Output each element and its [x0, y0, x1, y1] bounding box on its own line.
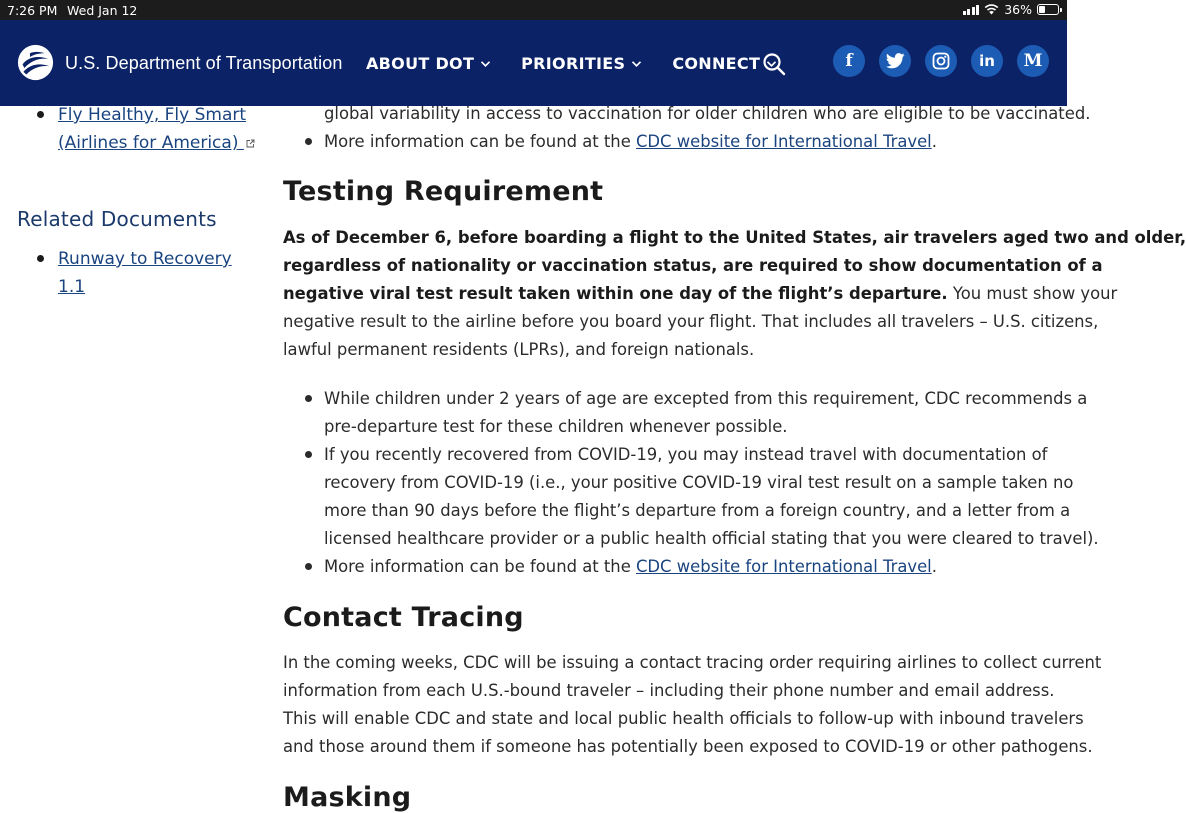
- nav-priorities-label: PRIORITIES: [521, 54, 626, 73]
- bold-text: As of December 6, before boarding a flight to the United States, air travelers aged two and older,: [283, 228, 1186, 247]
- bold-text: regardless of nationality or vaccination status, are required to show documentation of a: [283, 256, 1103, 275]
- signal-icon: [963, 4, 980, 15]
- list-item-continuation: more than 90 days before the flight’s departure from a foreign country, and a letter from a: [324, 501, 1071, 520]
- nav-priorities[interactable]: [521, 54, 642, 73]
- twitter-button[interactable]: [879, 45, 911, 77]
- main-nav: [366, 54, 807, 73]
- list-item: While children under 2 years of age are excepted from this requirement, CDC recommends a: [324, 389, 1088, 408]
- site-header: [0, 20, 1067, 106]
- testing-requirement-heading: Testing Requirement: [283, 176, 604, 207]
- list-bullet: [305, 395, 312, 402]
- list-item-suffix: .: [931, 557, 937, 576]
- cdc-international-travel-link[interactable]: CDC website for International Travel: [635, 557, 932, 576]
- instagram-button[interactable]: [925, 45, 957, 77]
- list-item: If you recently recovered from COVID-19, you may instead travel with documentation of: [324, 445, 1048, 464]
- list-item-continuation: pre-departure test for these children whenever possible.: [324, 417, 788, 436]
- facebook-button[interactable]: [833, 45, 865, 77]
- battery-percent: 36%: [1004, 2, 1032, 17]
- list-bullet: [305, 563, 312, 570]
- chevron-down-icon: [480, 60, 491, 68]
- testing-paragraph-line: [283, 280, 1117, 308]
- testing-paragraph-line: [283, 224, 1186, 252]
- sidebar-link-list: [58, 101, 278, 157]
- chevron-down-icon: [631, 60, 642, 68]
- list-item: [324, 128, 937, 156]
- linkedin-icon: in: [979, 52, 995, 70]
- sidebar-link-fly-healthy[interactable]: [58, 101, 278, 157]
- list-item: [324, 553, 937, 581]
- list-item-continuation: recovery from COVID-19 (i.e., your positive COVID-19 viral test result on a sample taken no: [324, 473, 1074, 492]
- list-item-text: More information can be found at the: [324, 557, 636, 576]
- instagram-icon: [932, 52, 950, 70]
- status-date: Wed Jan 12: [67, 3, 138, 18]
- nav-about-dot[interactable]: [366, 54, 491, 73]
- sidebar-link-line1: Fly Healthy, Fly Smart: [58, 105, 247, 125]
- medium-icon: M: [1023, 51, 1043, 71]
- wifi-icon: [984, 4, 999, 15]
- list-item-text: More information can be found at the: [324, 132, 636, 151]
- bold-text: negative viral test result taken within one day of the flight’s departure.: [283, 284, 948, 303]
- related-documents-heading: Related Documents: [17, 207, 217, 231]
- twitter-icon: [886, 53, 905, 69]
- body-text: global variability in access to vaccination for older children who are eligible to be vaccinated.: [324, 104, 1091, 123]
- medium-button[interactable]: [1017, 45, 1049, 77]
- list-bullet: [305, 138, 312, 145]
- contact-paragraph-line: and those around them if someone has potentially been exposed to COVID-19 or other pathogens.: [283, 737, 1093, 756]
- sidebar-link-line2: (Airlines for America): [58, 133, 239, 153]
- list-bullet: [37, 111, 44, 118]
- external-link-icon: [246, 139, 255, 148]
- list-item-suffix: .: [931, 132, 937, 151]
- cdc-international-travel-link[interactable]: CDC website for International Travel: [635, 132, 932, 151]
- battery-icon: [1037, 4, 1059, 15]
- dot-logo-icon[interactable]: [17, 44, 54, 81]
- status-bar: [0, 0, 1067, 20]
- linkedin-button[interactable]: [971, 45, 1003, 77]
- contact-paragraph-line: This will enable CDC and state and local public health officials to follow-up with inbound travelers: [283, 709, 1084, 728]
- masking-heading: Masking: [283, 782, 412, 813]
- site-name[interactable]: U.S. Department of Transportation: [65, 53, 343, 73]
- nav-connect-label: CONNECT: [672, 54, 761, 73]
- testing-paragraph-line: lawful permanent residents (LPRs), and foreign nationals.: [283, 340, 755, 359]
- list-bullet: [305, 451, 312, 458]
- facebook-icon: f: [845, 51, 853, 71]
- search-icon[interactable]: [761, 51, 787, 77]
- testing-paragraph-line: negative result to the airline before you board your flight. That includes all travelers – U.S. citizens,: [283, 312, 1099, 331]
- contact-tracing-heading: Contact Tracing: [283, 602, 524, 633]
- status-indicators: [963, 2, 1059, 17]
- list-bullet: [37, 255, 44, 262]
- status-time: 7:26 PM: [7, 3, 58, 18]
- contact-paragraph-line: In the coming weeks, CDC will be issuing a contact tracing order requiring airlines to collect current: [283, 653, 1102, 672]
- body-text: You must show your: [947, 284, 1118, 303]
- nav-about-dot-label: ABOUT DOT: [366, 54, 475, 73]
- sidebar-link-runway-to-recovery[interactable]: Runway to Recovery 1.1: [58, 249, 232, 297]
- contact-paragraph-line: information from each U.S.-bound traveler – including their phone number and email address.: [283, 681, 1055, 700]
- list-item-continuation: licensed healthcare provider or a public health official stating that you were cleared to travel).: [324, 529, 1099, 548]
- testing-paragraph-line: [283, 252, 1103, 280]
